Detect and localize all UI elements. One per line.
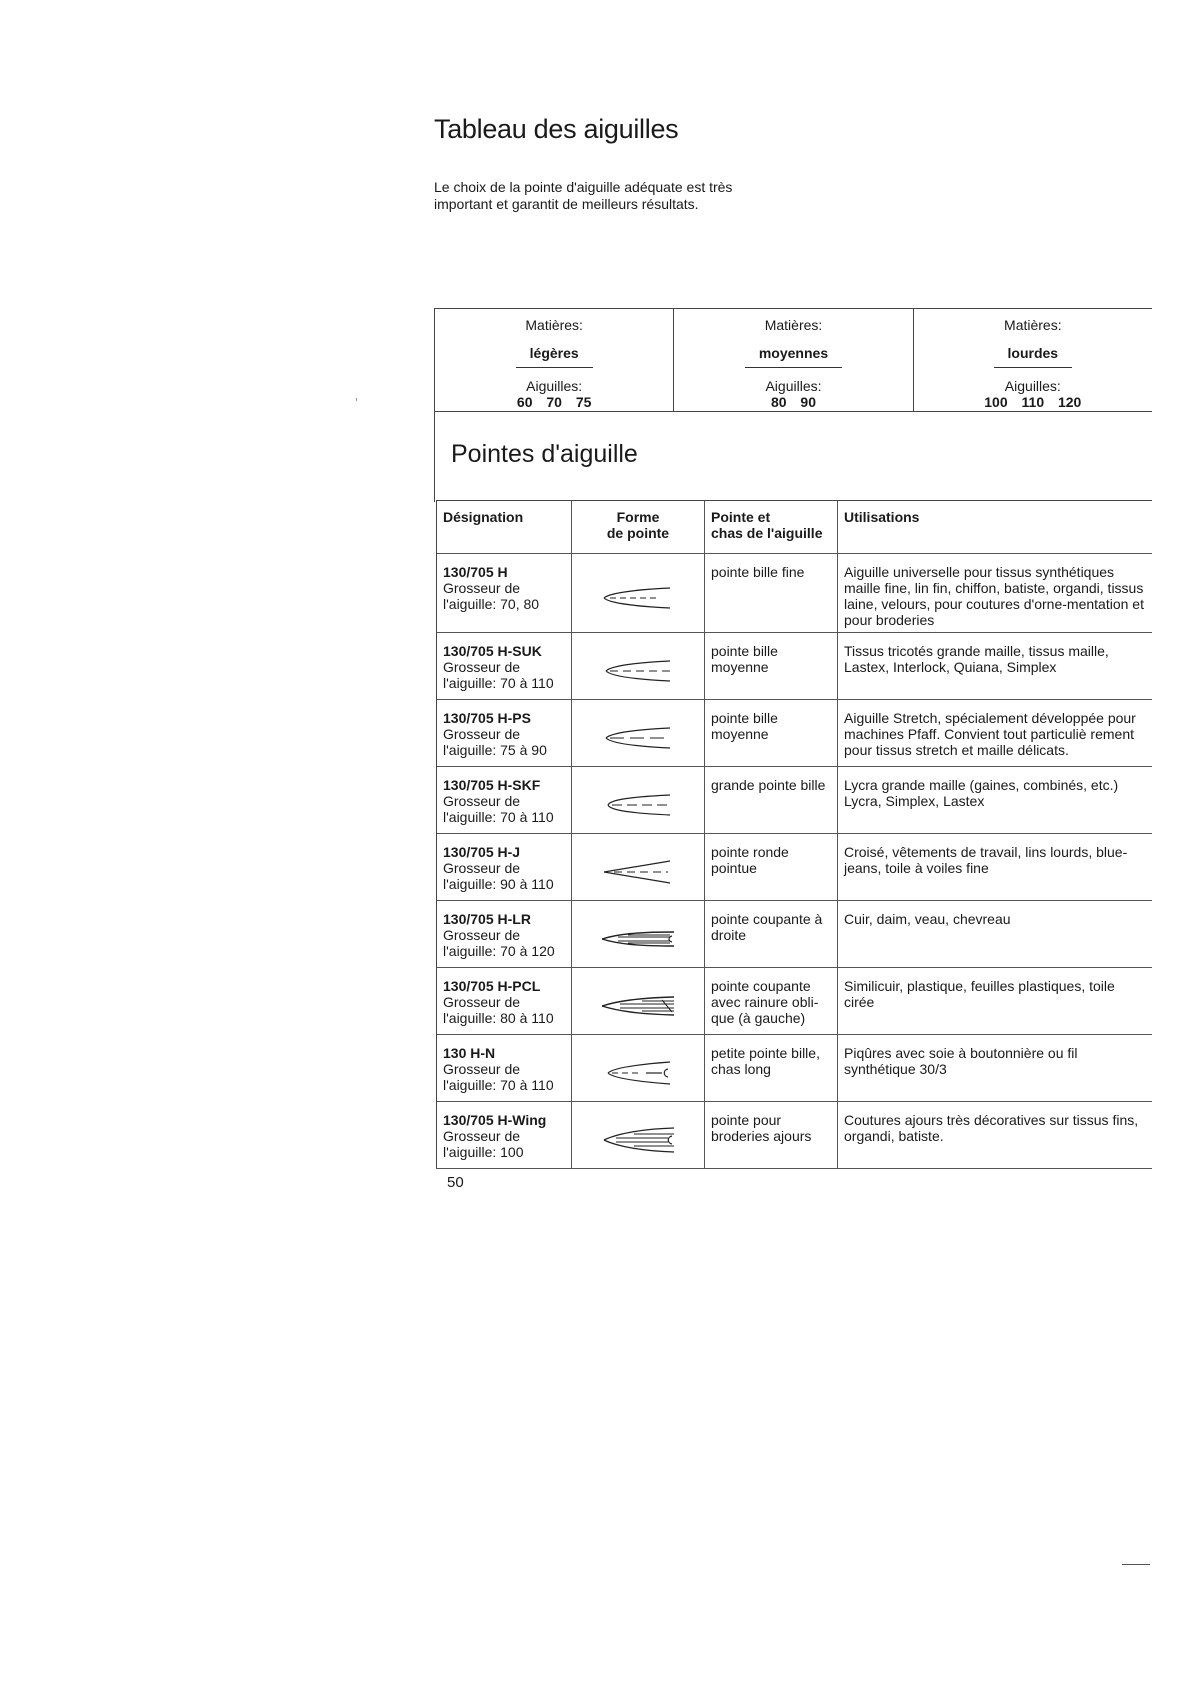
ball-point-large-icon <box>598 790 678 820</box>
materials-light <box>435 309 673 411</box>
uses-cell: Aiguille universelle pour tissus synthétiques maille fine, lin fin, chiffon, batiste, organdi, tissus laine, velours, pour coutures d'orne-mentation et pour broderies <box>838 554 1153 633</box>
needle-code: 130 H-N <box>443 1045 496 1061</box>
shape-cell <box>572 1035 705 1102</box>
uses-cell: Aiguille Stretch, spécialement développée pour machines Pfaff. Convient tout particuliè rement pour tissus stretch et maille délicats. <box>838 700 1153 767</box>
needle-size-range: l'aiguille: 70 à 110 <box>443 675 554 691</box>
designation-cell <box>437 901 572 968</box>
header-point <box>705 501 838 554</box>
needle-size-label: Grosseur de <box>443 927 521 943</box>
header-shape-line2: de pointe <box>606 525 670 541</box>
materials-label: Matières: <box>1004 317 1062 333</box>
shape-cell <box>572 633 705 700</box>
table-row <box>437 700 1153 767</box>
table-row <box>437 1102 1153 1169</box>
designation-cell <box>437 834 572 901</box>
small-ball-long-eye-icon <box>598 1058 678 1088</box>
section-title: Pointes d'aiguille <box>451 440 638 468</box>
ball-point-stretch-icon <box>598 723 678 753</box>
materials-weight: légères <box>516 345 593 368</box>
needle-code: 130/705 H-PS <box>443 710 531 726</box>
needle-size-label: Grosseur de <box>443 994 521 1010</box>
table-row <box>437 633 1153 700</box>
uses-cell: Cuir, daim, veau, chevreau <box>838 901 1153 968</box>
needle-size-range: l'aiguille: 80 à 110 <box>443 1010 554 1026</box>
wing-needle-icon <box>598 1125 678 1155</box>
needle-sizes: 100 110 120 <box>984 394 1082 410</box>
shape-cell <box>572 834 705 901</box>
table-row <box>437 968 1153 1035</box>
margin-mark <box>356 398 357 401</box>
uses-cell: Tissus tricotés grande maille, tissus maille, Lastex, Interlock, Quiana, Simplex <box>838 633 1153 700</box>
designation-cell <box>437 1035 572 1102</box>
materials-table <box>434 308 1152 412</box>
needle-size-range: l'aiguille: 70, 80 <box>443 596 540 612</box>
needle-code: 130/705 H <box>443 564 508 580</box>
table-header-row <box>437 501 1153 554</box>
needle-size-label: Grosseur de <box>443 659 521 675</box>
ball-point-medium-icon <box>598 656 678 686</box>
point-cell: petite pointe bille, chas long <box>705 1035 838 1102</box>
uses-cell: Lycra grande maille (gaines, combinés, etc.) Lycra, Simplex, Lastex <box>838 767 1153 834</box>
needle-size-label: Grosseur de <box>443 860 521 876</box>
needle-size-label: Grosseur de <box>443 1128 521 1144</box>
sharp-point-icon <box>598 857 678 887</box>
needle-size-range: l'aiguille: 90 à 110 <box>443 876 554 892</box>
point-cell: pointe bille moyenne <box>705 700 838 767</box>
designation-cell <box>437 767 572 834</box>
header-point-line2: chas de l'aiguille <box>711 525 823 541</box>
needle-code: 130/705 H-J <box>443 844 521 860</box>
needle-points-table <box>436 500 1152 1169</box>
materials-weight: moyennes <box>745 345 842 368</box>
page-title: Tableau des aiguilles <box>434 114 679 144</box>
cutting-point-right-icon <box>598 924 678 954</box>
needle-code: 130/705 H-SUK <box>443 643 542 659</box>
point-cell: pointe pour broderies ajours <box>705 1102 838 1169</box>
uses-cell: Croisé, vêtements de travail, lins lourds, blue-jeans, toile à voiles fine <box>838 834 1153 901</box>
header-uses: Utilisations <box>838 501 1153 554</box>
page-number: 50 <box>447 1174 464 1191</box>
table-row <box>437 834 1153 901</box>
table-row <box>437 554 1153 633</box>
needles-label: Aiguilles: <box>1004 378 1061 394</box>
header-shape-line1: Forme <box>616 509 660 525</box>
designation-cell <box>437 968 572 1035</box>
intro-text: Le choix de la pointe d'aiguille adéquate est très important et garantit de meilleurs résultats. <box>434 179 733 212</box>
designation-cell <box>437 700 572 767</box>
uses-cell: Coutures ajours très décoratives sur tissus fins, organdi, batiste. <box>838 1102 1153 1169</box>
point-cell: grande pointe bille <box>705 767 838 834</box>
uses-cell: Piqûres avec soie à boutonnière ou fil synthétique 30/3 <box>838 1035 1153 1102</box>
shape-cell <box>572 1102 705 1169</box>
needle-code: 130/705 H-PCL <box>443 978 541 994</box>
uses-cell: Similicuir, plastique, feuilles plastiques, toile cirée <box>838 968 1153 1035</box>
needle-size-range: l'aiguille: 70 à 120 <box>443 943 555 959</box>
point-cell: pointe coupante avec rainure obli-que (à gauche) <box>705 968 838 1035</box>
corner-mark <box>1122 1564 1150 1565</box>
needles-label: Aiguilles: <box>526 378 583 394</box>
needle-size-label: Grosseur de <box>443 1061 521 1077</box>
materials-weight: lourdes <box>994 345 1073 368</box>
point-cell: pointe ronde pointue <box>705 834 838 901</box>
designation-cell <box>437 1102 572 1169</box>
shape-cell <box>572 767 705 834</box>
header-shape <box>572 501 705 554</box>
needle-size-range: l'aiguille: 70 à 110 <box>443 1077 554 1093</box>
point-cell: pointe coupante à droite <box>705 901 838 968</box>
point-cell: pointe bille moyenne <box>705 633 838 700</box>
header-point-line1: Pointe et <box>711 509 771 525</box>
needles-label: Aiguilles: <box>765 378 822 394</box>
designation-cell <box>437 554 572 633</box>
materials-heavy <box>913 309 1152 411</box>
materials-medium <box>673 309 912 411</box>
points-section <box>434 412 1152 502</box>
cutting-point-oblique-icon <box>598 991 678 1021</box>
needle-size-range: l'aiguille: 75 à 90 <box>443 742 547 758</box>
shape-cell <box>572 968 705 1035</box>
point-cell: pointe bille fine <box>705 554 838 633</box>
needle-sizes: 60 70 75 <box>516 394 592 410</box>
needle-code: 130/705 H-Wing <box>443 1112 547 1128</box>
needle-code: 130/705 H-LR <box>443 911 531 927</box>
needle-size-range: l'aiguille: 100 <box>443 1144 524 1160</box>
table-row <box>437 901 1153 968</box>
materials-label: Matières: <box>525 317 583 333</box>
needle-sizes: 80 90 <box>770 394 817 410</box>
shape-cell <box>572 554 705 633</box>
needle-size-label: Grosseur de <box>443 793 521 809</box>
header-designation: Désignation <box>437 501 572 554</box>
needle-size-label: Grosseur de <box>443 726 521 742</box>
table-row <box>437 1035 1153 1102</box>
designation-cell <box>437 633 572 700</box>
materials-label: Matières: <box>764 317 823 333</box>
table-row <box>437 767 1153 834</box>
ball-point-fine-icon <box>598 583 678 613</box>
shape-cell <box>572 700 705 767</box>
shape-cell <box>572 901 705 968</box>
needle-code: 130/705 H-SKF <box>443 777 541 793</box>
needle-size-range: l'aiguille: 70 à 110 <box>443 809 554 825</box>
needle-size-label: Grosseur de <box>443 580 521 596</box>
